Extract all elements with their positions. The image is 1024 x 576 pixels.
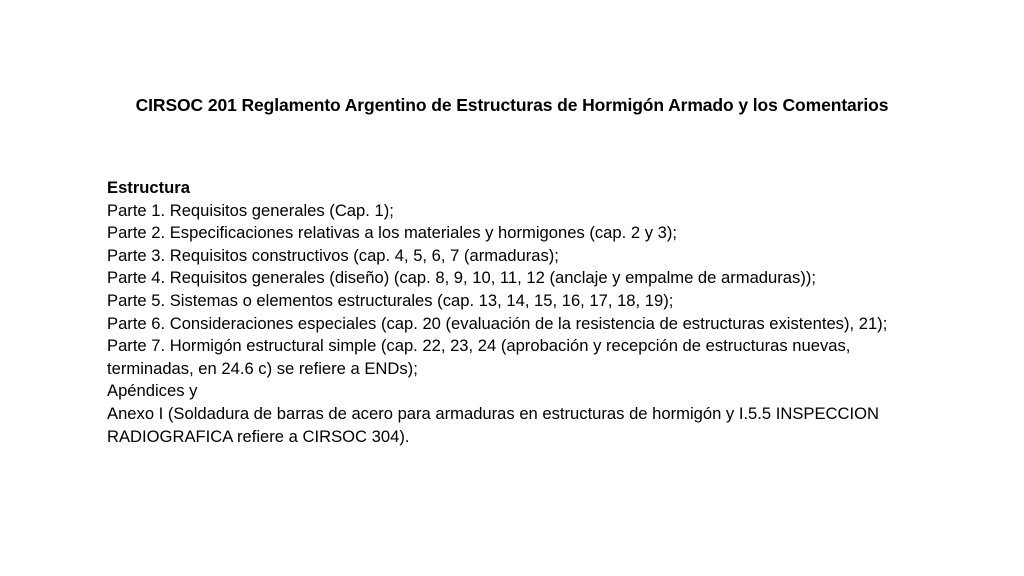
text-line-parte-4: Parte 4. Requisitos generales (diseño) (cap. 8, 9, 10, 11, 12 (anclaje y empalme de armaduras)); <box>107 268 816 288</box>
text-line-parte-7-continued: terminadas, en 24.6 c) se refiere a ENDs); <box>107 358 418 378</box>
text-line-apendices: Apéndices y <box>107 381 198 401</box>
text-line-parte-2: Parte 2. Especificaciones relativas a los materiales y hormigones (cap. 2 y 3); <box>107 223 677 243</box>
text-line-anexo-i-continued: RADIOGRAFICA refiere a CIRSOC 304). <box>107 426 410 446</box>
text-line-parte-1: Parte 1. Requisitos generales (Cap. 1); <box>107 200 394 220</box>
text-line-parte-3: Parte 3. Requisitos constructivos (cap. 4, 5, 6, 7 (armaduras); <box>107 245 559 265</box>
text-line-parte-5: Parte 5. Sistemas o elementos estructurales (cap. 13, 14, 15, 16, 17, 18, 19); <box>107 290 674 310</box>
text-line-anexo-i: Anexo I (Soldadura de barras de acero para armaduras en estructuras de hormigón y I.5.5 INSPECCION <box>107 403 879 423</box>
slide-body <box>107 177 937 448</box>
slide-title: CIRSOC 201 Reglamento Argentino de Estructuras de Hormigón Armado y los Comentarios <box>135 95 889 115</box>
section-heading: Estructura <box>107 178 190 197</box>
text-line-parte-6: Parte 6. Consideraciones especiales (cap. 20 (evaluación de la resistencia de estructuras existentes), 21); <box>107 313 888 333</box>
text-line-parte-7: Parte 7. Hormigón estructural simple (cap. 22, 23, 24 (aprobación y recepción de estructuras nuevas, <box>107 336 851 356</box>
